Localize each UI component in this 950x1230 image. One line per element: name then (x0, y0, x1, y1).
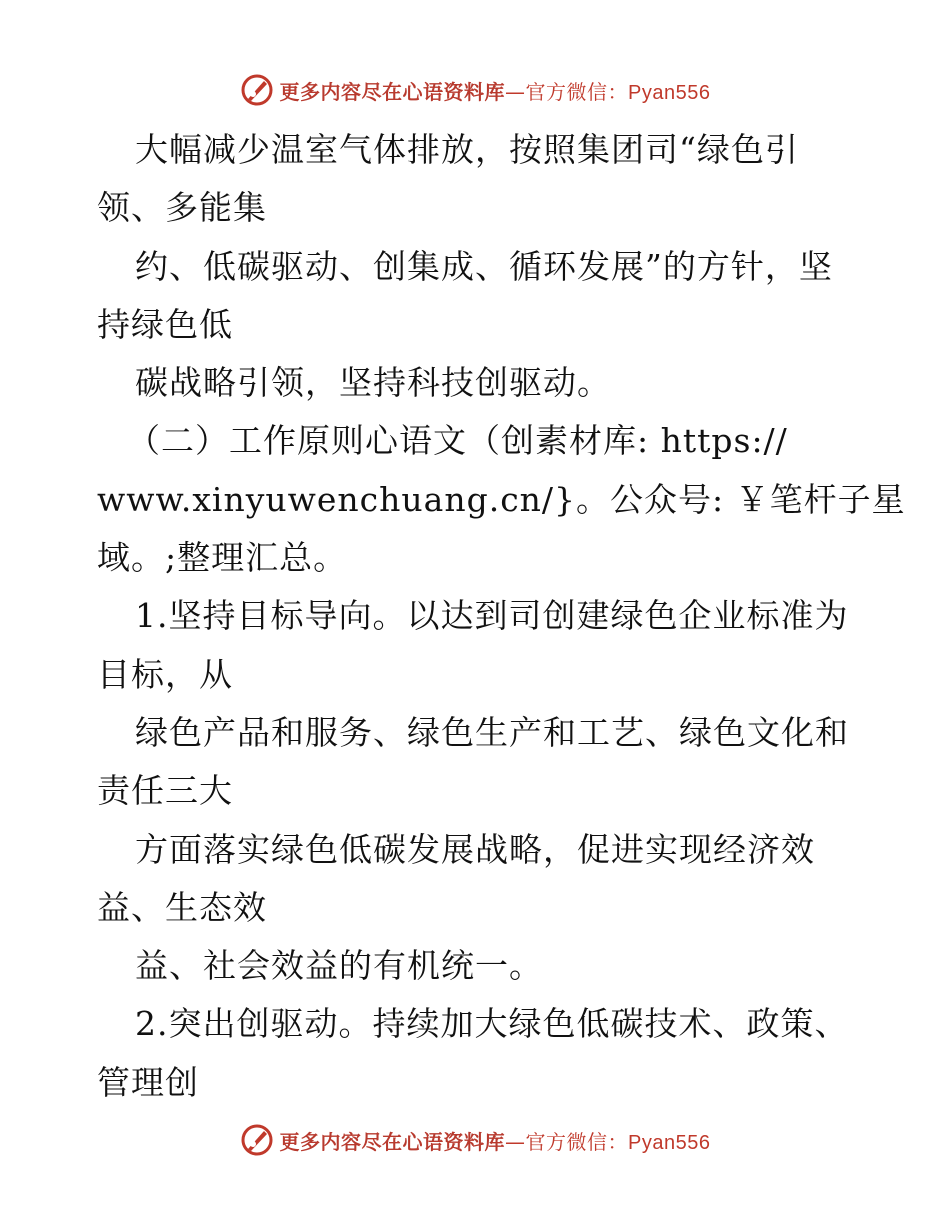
body-text-line: 益、生态效 (97, 887, 267, 927)
watermark-header (0, 70, 950, 110)
body-text-line: 2.突出创驱动。持续加大绿色低碳技术、政策、 (135, 1004, 849, 1044)
body-text-line: 域。;整理汇总。 (97, 538, 348, 578)
quill-logo-icon (240, 73, 274, 107)
watermark-wechat-id: Pyan556 (628, 81, 711, 104)
body-text-line: 益、社会效益的有机统一。 (135, 946, 543, 986)
body-text-line: 大幅减少温室气体排放，按照集团司“绿色引 (135, 130, 799, 169)
body-text-line: 领、多能集 (97, 188, 267, 228)
watermark-wechat-label: 官方微信： (525, 1129, 629, 1154)
document-body (97, 121, 906, 1112)
body-text-line: 管理创 (97, 1062, 199, 1102)
watermark-text (280, 76, 711, 105)
watermark-brand: 更多内容尽在心语资料库 (279, 79, 506, 104)
watermark-separator: — (505, 1129, 526, 1154)
body-text-line: 1.坚持目标导向。以达到司创建绿色企业标准为 (135, 596, 849, 636)
body-text-line: 绿色产品和服务、绿色生产和工艺、绿色文化和 (135, 712, 849, 752)
body-text-line: 碳战略引领，坚持科技创驱动。 (135, 363, 611, 403)
body-text-line: 约、低碳驱动、创集成、循环发展”的方针，坚 (135, 246, 833, 286)
body-text-line: www.xinyuwenchuang.cn/}。公众号: ￥笔杆子星 (97, 479, 906, 519)
body-text-line: 责任三大 (97, 771, 233, 811)
watermark-footer (0, 1120, 950, 1160)
quill-logo-icon (240, 1123, 274, 1157)
watermark-wechat-id: Pyan556 (628, 1131, 711, 1154)
watermark-brand: 更多内容尽在心语资料库 (279, 1129, 506, 1154)
body-text-line: 目标，从 (97, 654, 233, 694)
body-text-line: （二）工作原则心语文（创素材库: https:// (127, 421, 788, 461)
watermark-text (280, 1126, 711, 1155)
body-text-line: 持绿色低 (97, 304, 233, 344)
watermark-separator: — (505, 79, 526, 104)
watermark-wechat-label: 官方微信： (525, 79, 629, 104)
body-text-line: 方面落实绿色低碳发展战略，促进实现经济效 (135, 829, 815, 869)
